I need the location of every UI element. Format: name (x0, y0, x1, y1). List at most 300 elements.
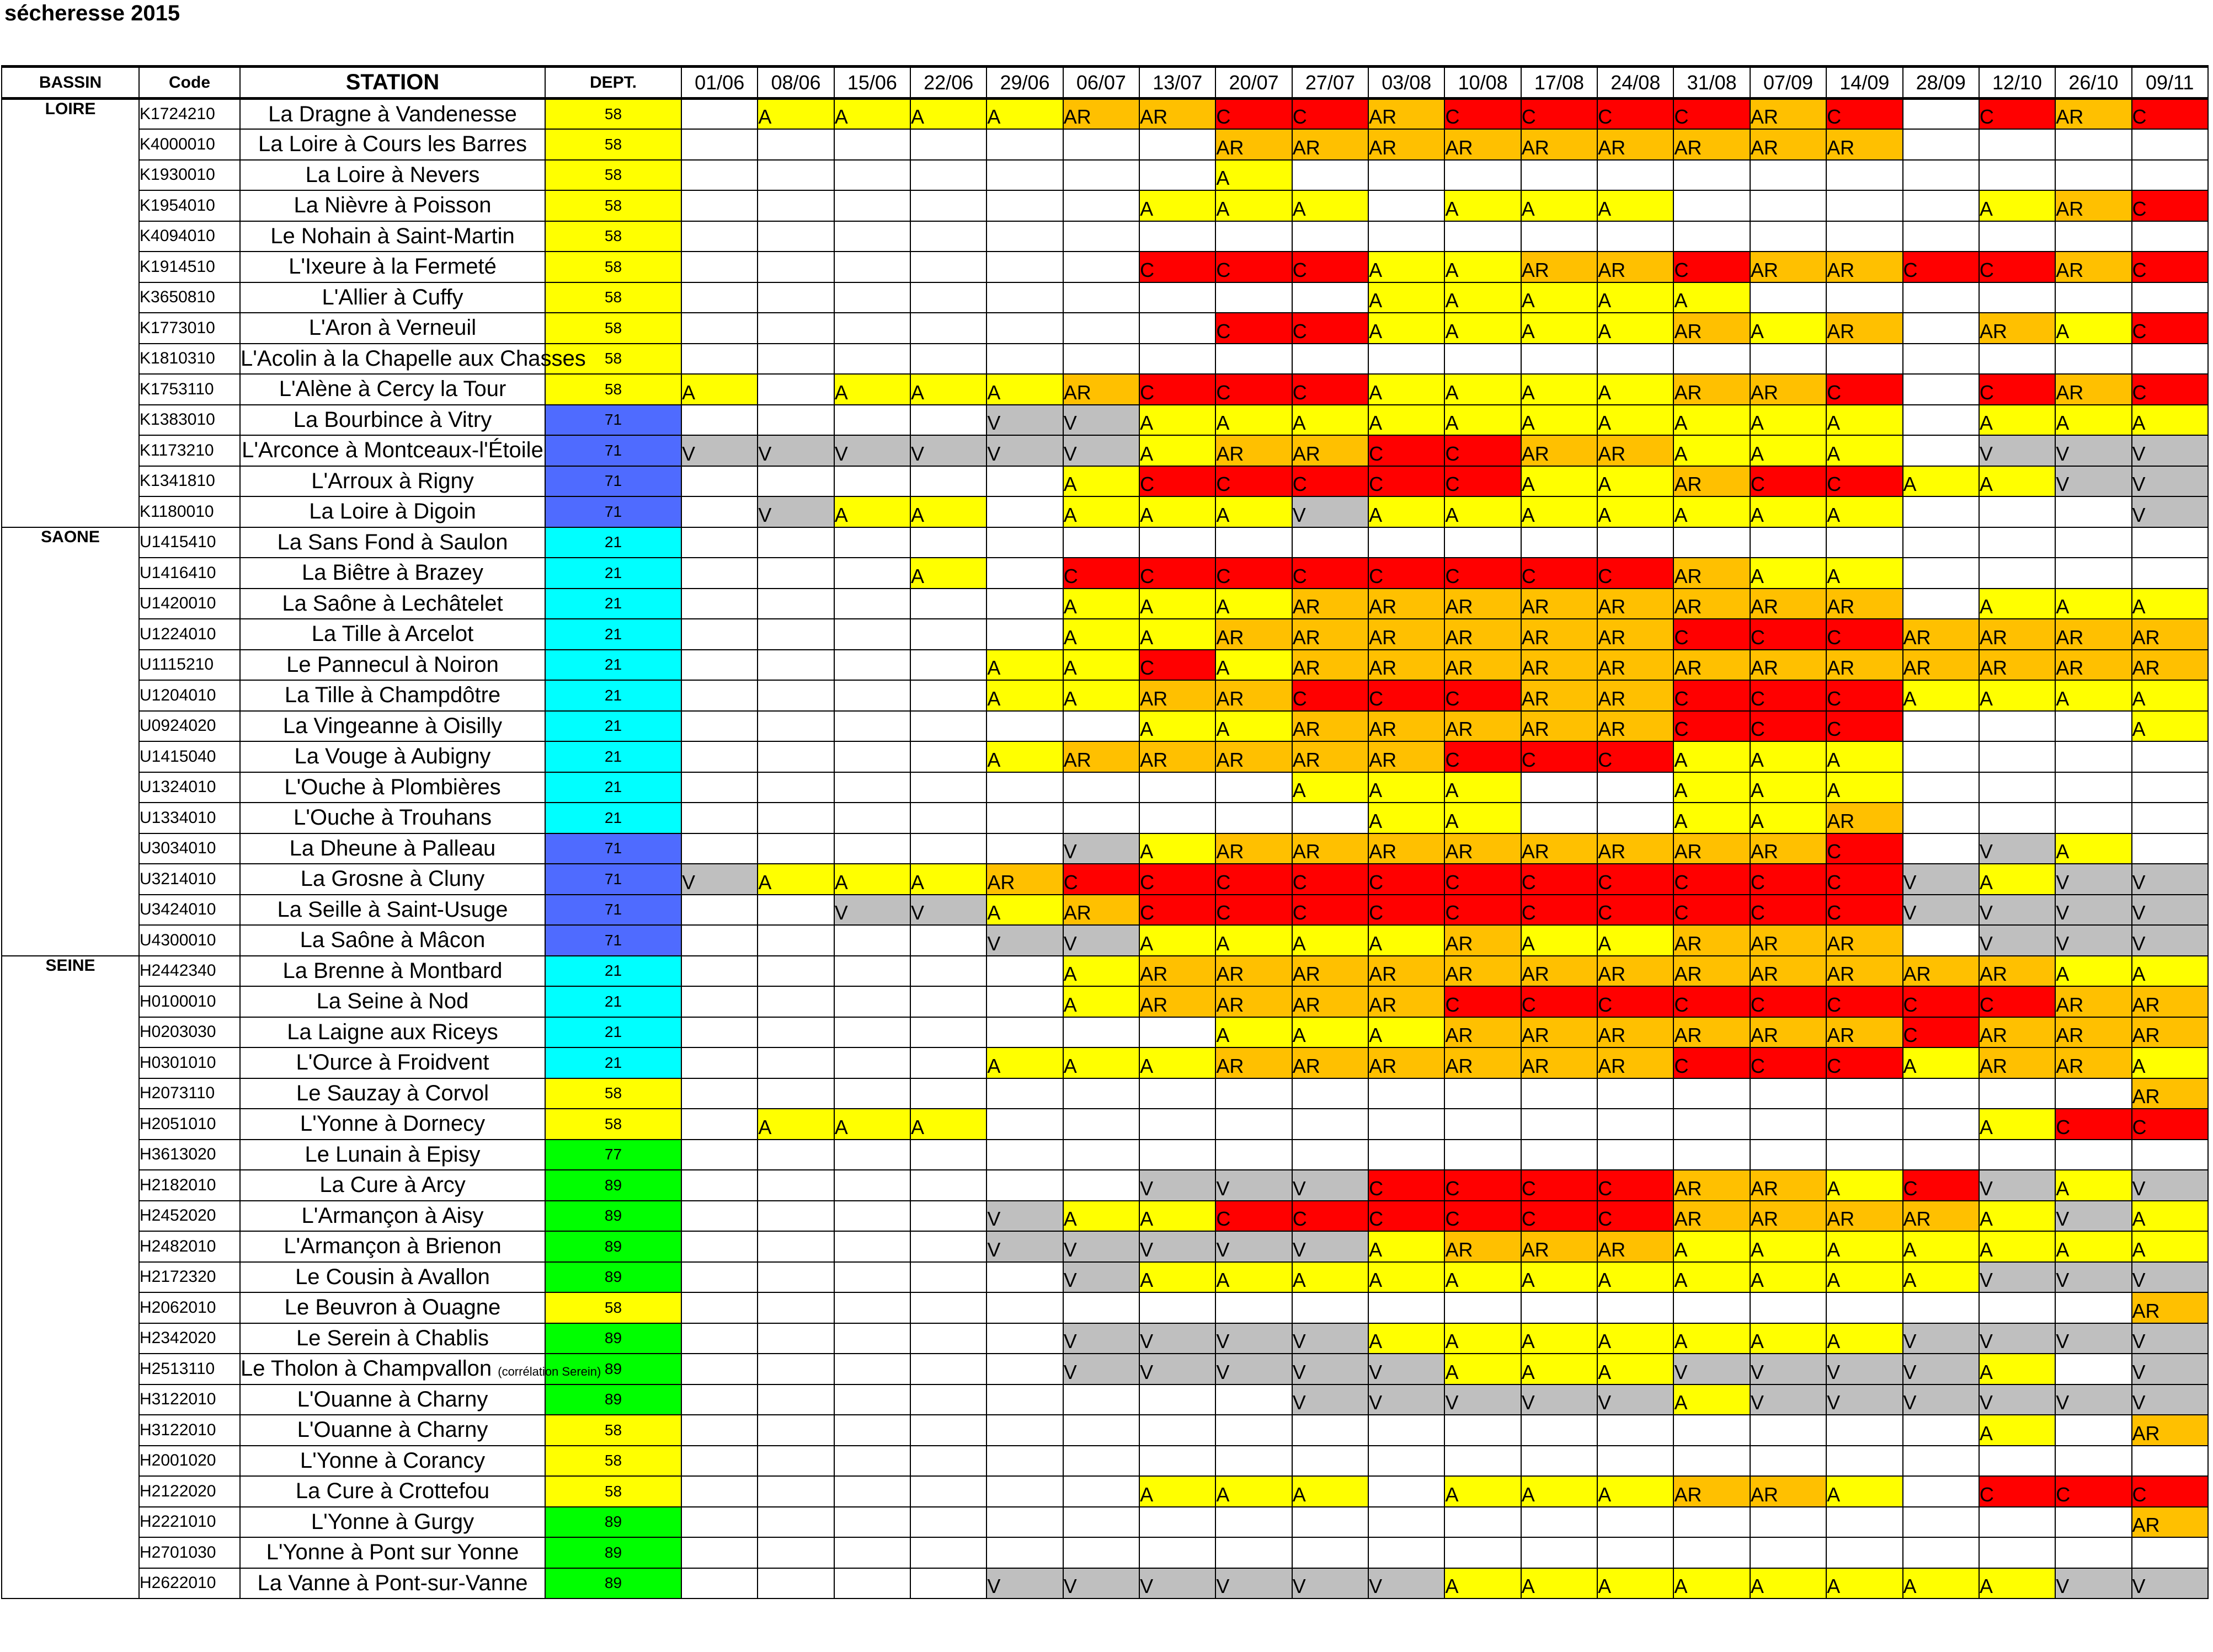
status-cell (1521, 1109, 1597, 1140)
dept-badge: 21 (545, 1047, 681, 1078)
status-cell: A (1826, 1231, 1902, 1262)
station-code: K1954010 (139, 190, 240, 221)
status-cell (1292, 1507, 1368, 1538)
status-cell: AR (1292, 986, 1368, 1017)
status-cell: V (1597, 1384, 1673, 1415)
status-cell: A (1903, 1047, 1979, 1078)
status-cell: A (1826, 405, 1902, 436)
status-cell (1979, 558, 2055, 589)
status-cell (986, 1537, 1063, 1568)
status-cell: C (1521, 986, 1597, 1017)
status-cell: AR (1673, 1201, 1750, 1232)
status-cell: AR (1139, 741, 1215, 772)
status-cell (2055, 282, 2131, 313)
status-cell: AR (1444, 650, 1521, 681)
status-cell (1903, 1476, 1979, 1507)
station-code: U1416410 (139, 558, 240, 589)
dept-badge: 71 (545, 496, 681, 527)
status-cell (910, 1262, 986, 1293)
table-row (2, 650, 2208, 681)
status-cell: AR (1292, 956, 1368, 987)
station-name-text: Le Lunain à Episy (305, 1142, 481, 1167)
status-cell (910, 252, 986, 282)
status-cell: V (1063, 1354, 1139, 1384)
status-cell: A (1063, 1201, 1139, 1232)
status-cell (1597, 221, 1673, 252)
status-cell: V (986, 1568, 1063, 1599)
status-cell: C (2055, 1109, 2131, 1140)
status-cell (1903, 1446, 1979, 1477)
status-cell: A (1215, 650, 1292, 681)
status-cell: V (1063, 1568, 1139, 1599)
status-cell (1292, 282, 1368, 313)
status-cell: V (1368, 1384, 1444, 1415)
status-cell (834, 1292, 910, 1323)
status-cell: AR (1292, 833, 1368, 864)
station-name-text: Le Beuvron à Ouagne (284, 1295, 501, 1320)
status-cell: AR (1979, 1017, 2055, 1048)
dept-badge: 71 (545, 833, 681, 864)
status-cell: A (1597, 313, 1673, 344)
status-cell: AR (1292, 129, 1368, 160)
status-cell: A (986, 99, 1063, 130)
status-cell: A (1979, 1231, 2055, 1262)
status-cell (1673, 1292, 1750, 1323)
status-cell (834, 1415, 910, 1446)
status-cell (834, 1476, 910, 1507)
status-cell: C (1292, 558, 1368, 589)
station-name-text: Le Nohain à Saint-Martin (270, 223, 515, 248)
status-cell: AR (1139, 680, 1215, 711)
status-cell: A (1597, 1568, 1673, 1599)
status-cell: A (1215, 405, 1292, 436)
status-cell: AR (1673, 650, 1750, 681)
status-cell: AR (1521, 956, 1597, 987)
dept-badge: 58 (545, 160, 681, 191)
status-cell (681, 711, 758, 742)
header-date: 27/07 (1292, 67, 1368, 99)
station-name (240, 466, 545, 497)
table-row (2, 925, 2208, 956)
status-cell (758, 833, 834, 864)
header-date: 31/08 (1673, 67, 1750, 99)
status-cell: C (1139, 466, 1215, 497)
status-cell: AR (1979, 650, 2055, 681)
station-name-text: La Bourbince à Vitry (293, 407, 492, 432)
status-cell (1979, 344, 2055, 375)
status-cell (1979, 1292, 2055, 1323)
status-cell (1292, 803, 1368, 833)
status-cell: A (986, 741, 1063, 772)
status-cell: C (1292, 895, 1368, 926)
status-cell: A (1750, 772, 1826, 803)
status-cell (2132, 741, 2208, 772)
station-name-text: L'Ouanne à Charny (297, 1387, 488, 1412)
status-cell (910, 925, 986, 956)
status-cell: A (1292, 1017, 1368, 1048)
status-cell (1063, 313, 1139, 344)
dept-badge: 21 (545, 956, 681, 987)
status-cell (681, 1292, 758, 1323)
status-cell (1063, 160, 1139, 191)
status-cell (910, 1507, 986, 1538)
dept-badge: 21 (545, 803, 681, 833)
status-cell: AR (1826, 650, 1902, 681)
status-cell: V (1215, 1568, 1292, 1599)
status-cell (758, 129, 834, 160)
status-cell (834, 282, 910, 313)
status-cell (758, 282, 834, 313)
status-cell: V (2132, 864, 2208, 895)
dept-badge: 21 (545, 986, 681, 1017)
status-cell: AR (1215, 129, 1292, 160)
status-cell (758, 1476, 834, 1507)
status-cell (834, 344, 910, 375)
status-cell: A (1826, 1170, 1902, 1201)
dept-badge: 89 (545, 1170, 681, 1201)
status-cell (1215, 1078, 1292, 1109)
status-cell (1063, 190, 1139, 221)
station-code: K1173210 (139, 435, 240, 466)
dept-badge: 71 (545, 466, 681, 497)
status-cell (758, 221, 834, 252)
station-name-text: L'Yonne à Corancy (300, 1448, 486, 1473)
status-cell: A (1368, 405, 1444, 436)
status-cell (1673, 1415, 1750, 1446)
station-name-text: La Saône à Mâcon (300, 928, 486, 953)
status-cell (1826, 160, 1902, 191)
status-cell: C (1521, 1170, 1597, 1201)
status-cell: C (1139, 895, 1215, 926)
status-cell: V (2132, 1354, 2208, 1384)
station-name (240, 772, 545, 803)
status-cell: V (986, 1231, 1063, 1262)
status-cell: C (1903, 1017, 1979, 1048)
status-cell (681, 405, 758, 436)
status-cell (910, 589, 986, 619)
status-cell: V (681, 435, 758, 466)
status-cell: A (1750, 1323, 1826, 1354)
status-cell (1750, 527, 1826, 558)
status-cell: AR (1444, 619, 1521, 650)
status-cell: V (986, 405, 1063, 436)
status-cell: AR (1750, 129, 1826, 160)
status-cell: A (1215, 589, 1292, 619)
bassin-label: SEINE (2, 956, 139, 1599)
status-cell (758, 619, 834, 650)
status-cell: A (834, 374, 910, 405)
station-name (240, 925, 545, 956)
status-cell (681, 496, 758, 527)
status-cell (834, 1568, 910, 1599)
status-cell: A (1826, 741, 1902, 772)
status-cell (1215, 803, 1292, 833)
status-cell: V (1521, 1384, 1597, 1415)
table-row (2, 374, 2208, 405)
station-code: U3424010 (139, 895, 240, 926)
status-cell (758, 925, 834, 956)
status-cell (1826, 344, 1902, 375)
bassin-label: LOIRE (2, 99, 139, 527)
status-cell (910, 1078, 986, 1109)
station-name-text: La Tille à Arcelot (311, 622, 474, 646)
status-cell: AR (1368, 650, 1444, 681)
station-name-text: Le Tholon à Champvallon (241, 1356, 492, 1381)
status-cell (1215, 1415, 1292, 1446)
status-cell (986, 344, 1063, 375)
status-cell: A (1673, 1384, 1750, 1415)
dept-badge: 21 (545, 711, 681, 742)
status-cell: A (910, 558, 986, 589)
status-cell: A (1750, 741, 1826, 772)
status-cell (758, 1354, 834, 1384)
status-cell: AR (1979, 619, 2055, 650)
status-cell (1903, 190, 1979, 221)
table-row (2, 160, 2208, 191)
status-cell (986, 1507, 1063, 1538)
status-cell: AR (1368, 833, 1444, 864)
status-cell (2055, 1354, 2131, 1384)
status-cell (1292, 527, 1368, 558)
status-cell: C (1826, 466, 1902, 497)
status-cell (1215, 1140, 1292, 1170)
status-cell: AR (1750, 650, 1826, 681)
status-cell (758, 1047, 834, 1078)
station-name-text: L'Armançon à Brienon (284, 1234, 502, 1259)
status-cell (910, 956, 986, 987)
status-cell (834, 956, 910, 987)
status-cell (910, 1140, 986, 1170)
status-cell: C (1063, 864, 1139, 895)
status-cell (1521, 1415, 1597, 1446)
status-cell: V (1979, 925, 2055, 956)
status-cell (1826, 1109, 1902, 1140)
station-code: U3034010 (139, 833, 240, 864)
dept-badge: 21 (545, 558, 681, 589)
status-cell: A (1826, 1262, 1902, 1293)
status-cell: C (1444, 1201, 1521, 1232)
status-cell (681, 986, 758, 1017)
status-cell (1979, 772, 2055, 803)
station-code: U1324010 (139, 772, 240, 803)
station-name (240, 129, 545, 160)
status-cell (986, 190, 1063, 221)
status-cell: A (1903, 1231, 1979, 1262)
status-cell: AR (1826, 1201, 1902, 1232)
status-cell: C (1139, 864, 1215, 895)
status-cell: V (834, 435, 910, 466)
status-cell: AR (1673, 374, 1750, 405)
status-cell: V (2132, 496, 2208, 527)
status-cell: A (1750, 1262, 1826, 1293)
status-cell: A (1368, 1231, 1444, 1262)
status-cell: AR (1826, 803, 1902, 833)
status-cell (2132, 160, 2208, 191)
status-cell: AR (1826, 129, 1902, 160)
table-row (2, 1078, 2208, 1109)
status-cell (681, 1415, 758, 1446)
status-cell (1826, 1078, 1902, 1109)
status-cell: A (1750, 405, 1826, 436)
dept-badge: 89 (545, 1231, 681, 1262)
status-cell: A (1063, 589, 1139, 619)
status-cell (910, 1384, 986, 1415)
status-cell (758, 711, 834, 742)
table-row (2, 1354, 2208, 1384)
status-cell: AR (1292, 589, 1368, 619)
status-cell (986, 221, 1063, 252)
status-cell (910, 619, 986, 650)
status-cell: A (2055, 1231, 2131, 1262)
status-cell: A (1139, 190, 1215, 221)
status-cell (758, 772, 834, 803)
table-row (2, 1476, 2208, 1507)
status-cell (1521, 344, 1597, 375)
status-cell: A (1444, 405, 1521, 436)
status-cell (834, 1017, 910, 1048)
status-cell: A (1063, 650, 1139, 681)
station-name (240, 833, 545, 864)
status-cell (2055, 1078, 2131, 1109)
status-cell (1903, 496, 1979, 527)
station-code: H3122010 (139, 1384, 240, 1415)
status-cell: A (1521, 282, 1597, 313)
dept-badge: 58 (545, 1078, 681, 1109)
status-cell: AR (1750, 956, 1826, 987)
status-cell (1903, 1078, 1979, 1109)
station-name (240, 1323, 545, 1354)
status-cell (1444, 1537, 1521, 1568)
status-cell: AR (2055, 190, 2131, 221)
status-cell: AR (1139, 986, 1215, 1017)
table-row (2, 1323, 2208, 1354)
status-cell: V (1139, 1231, 1215, 1262)
station-code: H2701030 (139, 1537, 240, 1568)
status-cell (681, 772, 758, 803)
dept-badge: 89 (545, 1537, 681, 1568)
status-cell: AR (1597, 1231, 1673, 1262)
status-cell (834, 711, 910, 742)
status-cell (910, 1354, 986, 1384)
status-cell: V (758, 435, 834, 466)
status-cell: A (1139, 405, 1215, 436)
status-cell (910, 527, 986, 558)
table-row (2, 711, 2208, 742)
dept-badge: 89 (545, 1384, 681, 1415)
status-cell: V (2055, 864, 2131, 895)
status-cell (2055, 741, 2131, 772)
status-cell (1750, 1140, 1826, 1170)
header-date: 06/07 (1063, 67, 1139, 99)
status-cell: C (1444, 864, 1521, 895)
status-cell (1368, 527, 1444, 558)
status-cell: V (1979, 1323, 2055, 1354)
status-cell: AR (1521, 1017, 1597, 1048)
status-cell (910, 1201, 986, 1232)
station-name (240, 1262, 545, 1293)
status-cell: A (1979, 589, 2055, 619)
dept-badge: 58 (545, 1476, 681, 1507)
status-cell (986, 160, 1063, 191)
status-cell: AR (1597, 956, 1673, 987)
status-cell: A (1979, 1354, 2055, 1384)
dept-badge: 58 (545, 190, 681, 221)
status-cell (986, 619, 1063, 650)
status-cell: C (1215, 864, 1292, 895)
status-cell (1139, 129, 1215, 160)
status-cell: A (986, 895, 1063, 926)
status-cell (1597, 1415, 1673, 1446)
station-code: H2073110 (139, 1078, 240, 1109)
status-cell: AR (1215, 741, 1292, 772)
status-cell: V (2055, 1384, 2131, 1415)
table-row (2, 1384, 2208, 1415)
status-cell (1673, 527, 1750, 558)
table-row (2, 589, 2208, 619)
status-cell (1063, 1140, 1139, 1170)
status-cell (834, 986, 910, 1017)
status-cell (1521, 1140, 1597, 1170)
status-cell (1444, 1446, 1521, 1477)
status-cell: C (1292, 252, 1368, 282)
status-cell: A (1826, 1568, 1902, 1599)
status-cell (1673, 1446, 1750, 1477)
station-name-text: La Tille à Champdôtre (284, 683, 501, 708)
status-cell (681, 833, 758, 864)
status-cell (1903, 221, 1979, 252)
status-cell: C (1521, 895, 1597, 926)
status-cell (2132, 558, 2208, 589)
status-cell (834, 1047, 910, 1078)
status-cell (758, 680, 834, 711)
status-cell (1750, 1415, 1826, 1446)
dept-badge: 58 (545, 252, 681, 282)
status-cell (1826, 1507, 1902, 1538)
status-cell (1368, 1446, 1444, 1477)
status-cell (834, 1231, 910, 1262)
station-code: H0301010 (139, 1047, 240, 1078)
header-date: 13/07 (1139, 67, 1215, 99)
table-row (2, 986, 2208, 1017)
status-cell: A (1826, 1476, 1902, 1507)
status-cell: A (1139, 589, 1215, 619)
status-cell (1597, 344, 1673, 375)
status-cell: V (1979, 833, 2055, 864)
status-cell (1292, 1140, 1368, 1170)
status-cell: A (986, 650, 1063, 681)
station-name-text: La Loire à Nevers (305, 162, 480, 187)
status-cell: A (910, 1109, 986, 1140)
status-cell: V (1215, 1170, 1292, 1201)
status-cell: A (2132, 1201, 2208, 1232)
table-row (2, 803, 2208, 833)
status-cell: AR (1521, 589, 1597, 619)
status-cell (910, 221, 986, 252)
status-cell (1063, 1507, 1139, 1538)
status-cell: V (986, 925, 1063, 956)
status-cell: C (1826, 374, 1902, 405)
status-cell (758, 1140, 834, 1170)
status-cell: C (2132, 1109, 2208, 1140)
status-cell: AR (1139, 99, 1215, 130)
station-name (240, 741, 545, 772)
status-cell (681, 252, 758, 282)
dept-badge: 58 (545, 374, 681, 405)
status-cell: AR (1979, 313, 2055, 344)
status-cell: C (1292, 1201, 1368, 1232)
status-cell (681, 466, 758, 497)
status-cell (1521, 803, 1597, 833)
